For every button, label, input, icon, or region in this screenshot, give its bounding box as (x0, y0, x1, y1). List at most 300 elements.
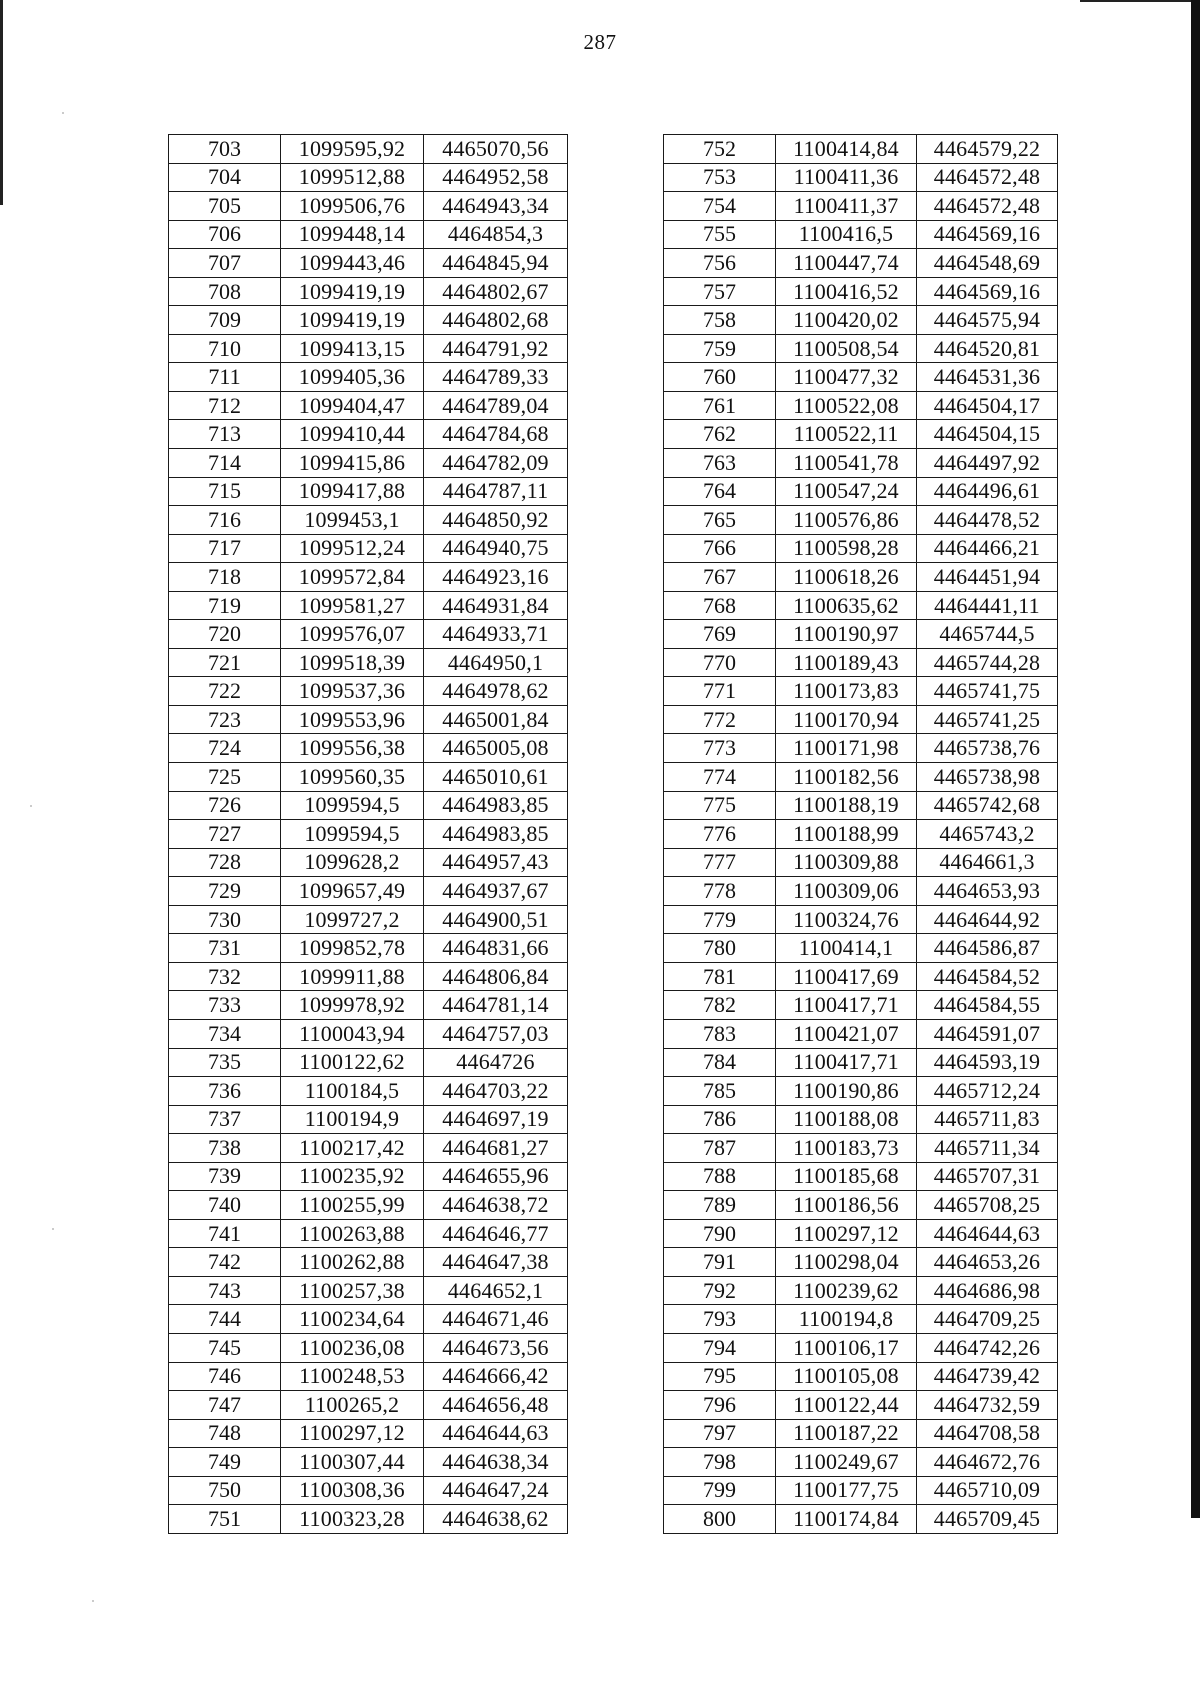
y-coordinate-cell: 4464478,52 (917, 506, 1058, 535)
table-row (169, 705, 568, 734)
scan-speck (30, 805, 32, 807)
x-coordinate-cell: 1100541,78 (776, 449, 917, 478)
y-coordinate-cell: 4464686,98 (917, 1276, 1058, 1305)
point-number-cell: 779 (664, 905, 776, 934)
x-coordinate-cell: 1100417,71 (776, 1048, 917, 1077)
y-coordinate-cell: 4464441,11 (917, 591, 1058, 620)
table-row (664, 1391, 1058, 1420)
y-coordinate-cell: 4465741,25 (917, 705, 1058, 734)
y-coordinate-cell: 4464943,34 (424, 192, 568, 221)
table-row (169, 763, 568, 792)
table-row (169, 363, 568, 392)
y-coordinate-cell: 4464789,04 (424, 391, 568, 420)
table-row (664, 705, 1058, 734)
point-number-cell: 776 (664, 820, 776, 849)
point-number-cell: 756 (664, 249, 776, 278)
table-row (664, 220, 1058, 249)
y-coordinate-cell: 4464784,68 (424, 420, 568, 449)
x-coordinate-cell: 1100235,92 (281, 1162, 424, 1191)
table-row (664, 1077, 1058, 1106)
point-number-cell: 731 (169, 934, 281, 963)
point-number-cell: 725 (169, 763, 281, 792)
point-number-cell: 709 (169, 306, 281, 335)
y-coordinate-cell: 4465001,84 (424, 705, 568, 734)
y-coordinate-cell: 4464655,96 (424, 1162, 568, 1191)
x-coordinate-cell: 1100177,75 (776, 1476, 917, 1505)
x-coordinate-cell: 1100043,94 (281, 1019, 424, 1048)
y-coordinate-cell: 4464681,27 (424, 1134, 568, 1163)
y-coordinate-cell: 4464638,34 (424, 1448, 568, 1477)
x-coordinate-cell: 1100417,69 (776, 962, 917, 991)
x-coordinate-cell: 1100421,07 (776, 1019, 917, 1048)
point-number-cell: 786 (664, 1105, 776, 1134)
x-coordinate-cell: 1099657,49 (281, 877, 424, 906)
x-coordinate-cell: 1100239,62 (776, 1276, 917, 1305)
point-number-cell: 728 (169, 848, 281, 877)
x-coordinate-cell: 1100106,17 (776, 1333, 917, 1362)
x-coordinate-cell: 1100297,12 (281, 1419, 424, 1448)
y-coordinate-cell: 4464937,67 (424, 877, 568, 906)
x-coordinate-cell: 1100248,53 (281, 1362, 424, 1391)
y-coordinate-cell: 4464572,48 (917, 163, 1058, 192)
point-number-cell: 768 (664, 591, 776, 620)
point-number-cell: 787 (664, 1134, 776, 1163)
table-row (169, 962, 568, 991)
y-coordinate-cell: 4464708,58 (917, 1419, 1058, 1448)
table-row (664, 934, 1058, 963)
point-number-cell: 735 (169, 1048, 281, 1077)
x-coordinate-cell: 1100190,97 (776, 620, 917, 649)
x-coordinate-cell: 1099512,88 (281, 163, 424, 192)
table-row (169, 1362, 568, 1391)
x-coordinate-cell: 1100265,2 (281, 1391, 424, 1420)
y-coordinate-cell: 4465742,68 (917, 791, 1058, 820)
y-coordinate-cell: 4464653,93 (917, 877, 1058, 906)
point-number-cell: 732 (169, 962, 281, 991)
point-number-cell: 723 (169, 705, 281, 734)
x-coordinate-cell: 1100298,04 (776, 1248, 917, 1277)
table-row (169, 449, 568, 478)
table-row (169, 1105, 568, 1134)
table-row (664, 791, 1058, 820)
y-coordinate-cell: 4465741,75 (917, 677, 1058, 706)
y-coordinate-cell: 4464638,72 (424, 1191, 568, 1220)
x-coordinate-cell: 1100309,88 (776, 848, 917, 877)
table-row (169, 249, 568, 278)
point-number-cell: 748 (169, 1419, 281, 1448)
point-number-cell: 727 (169, 820, 281, 849)
table-row (664, 1019, 1058, 1048)
y-coordinate-cell: 4464466,21 (917, 534, 1058, 563)
y-coordinate-cell: 4464957,43 (424, 848, 568, 877)
y-coordinate-cell: 4464950,1 (424, 648, 568, 677)
point-number-cell: 721 (169, 648, 281, 677)
page-number: 287 (583, 30, 617, 54)
x-coordinate-cell: 1099419,19 (281, 306, 424, 335)
y-coordinate-cell: 4464789,33 (424, 363, 568, 392)
point-number-cell: 750 (169, 1476, 281, 1505)
y-coordinate-cell: 4464757,03 (424, 1019, 568, 1048)
table-row (664, 1333, 1058, 1362)
y-coordinate-cell: 4464739,42 (917, 1362, 1058, 1391)
y-coordinate-cell: 4464644,63 (424, 1419, 568, 1448)
x-coordinate-cell: 1100194,9 (281, 1105, 424, 1134)
point-number-cell: 746 (169, 1362, 281, 1391)
table-row (169, 1333, 568, 1362)
table-row (169, 1048, 568, 1077)
point-number-cell: 733 (169, 991, 281, 1020)
x-coordinate-cell: 1099453,1 (281, 506, 424, 535)
table-row (169, 1248, 568, 1277)
y-coordinate-cell: 4464845,94 (424, 249, 568, 278)
point-number-cell: 740 (169, 1191, 281, 1220)
table-row (664, 506, 1058, 535)
table-row (169, 1162, 568, 1191)
point-number-cell: 757 (664, 277, 776, 306)
table-row (169, 1419, 568, 1448)
table-row (664, 534, 1058, 563)
table-row (664, 1162, 1058, 1191)
x-coordinate-cell: 1099506,76 (281, 192, 424, 221)
point-number-cell: 738 (169, 1134, 281, 1163)
y-coordinate-cell: 4464496,61 (917, 477, 1058, 506)
table-row (664, 734, 1058, 763)
table-row (664, 449, 1058, 478)
x-coordinate-cell: 1100508,54 (776, 334, 917, 363)
y-coordinate-cell: 4464933,71 (424, 620, 568, 649)
point-number-cell: 781 (664, 962, 776, 991)
table-row (664, 591, 1058, 620)
point-number-cell: 792 (664, 1276, 776, 1305)
table-row (169, 848, 568, 877)
y-coordinate-cell: 4464593,19 (917, 1048, 1058, 1077)
point-number-cell: 763 (664, 449, 776, 478)
table-row (169, 620, 568, 649)
y-coordinate-cell: 4465743,2 (917, 820, 1058, 849)
table-row (169, 877, 568, 906)
x-coordinate-cell: 1100188,19 (776, 791, 917, 820)
x-coordinate-cell: 1099560,35 (281, 763, 424, 792)
table-row (664, 677, 1058, 706)
point-number-cell: 720 (169, 620, 281, 649)
point-number-cell: 770 (664, 648, 776, 677)
x-coordinate-cell: 1100173,83 (776, 677, 917, 706)
point-number-cell: 705 (169, 192, 281, 221)
point-number-cell: 762 (664, 420, 776, 449)
table-row (169, 477, 568, 506)
y-coordinate-cell: 4464497,92 (917, 449, 1058, 478)
y-coordinate-cell: 4464854,3 (424, 220, 568, 249)
x-coordinate-cell: 1100598,28 (776, 534, 917, 563)
y-coordinate-cell: 4464531,36 (917, 363, 1058, 392)
y-coordinate-cell: 4465709,45 (917, 1505, 1058, 1534)
y-coordinate-cell: 4464504,15 (917, 420, 1058, 449)
x-coordinate-cell: 1100323,28 (281, 1505, 424, 1534)
x-coordinate-cell: 1100324,76 (776, 905, 917, 934)
x-coordinate-cell: 1100234,64 (281, 1305, 424, 1334)
point-number-cell: 703 (169, 135, 281, 164)
x-coordinate-cell: 1100414,84 (776, 135, 917, 164)
table-row (169, 563, 568, 592)
x-coordinate-cell: 1100105,08 (776, 1362, 917, 1391)
table-row (664, 763, 1058, 792)
point-number-cell: 765 (664, 506, 776, 535)
table-row (169, 1391, 568, 1420)
y-coordinate-cell: 4464781,14 (424, 991, 568, 1020)
x-coordinate-cell: 1100122,44 (776, 1391, 917, 1420)
point-number-cell: 715 (169, 477, 281, 506)
point-number-cell: 766 (664, 534, 776, 563)
y-coordinate-cell: 4464666,42 (424, 1362, 568, 1391)
point-number-cell: 789 (664, 1191, 776, 1220)
x-coordinate-cell: 1099595,92 (281, 135, 424, 164)
y-coordinate-cell: 4464791,92 (424, 334, 568, 363)
y-coordinate-cell: 4465711,34 (917, 1134, 1058, 1163)
point-number-cell: 742 (169, 1248, 281, 1277)
x-coordinate-cell: 1100420,02 (776, 306, 917, 335)
table-row (664, 277, 1058, 306)
x-coordinate-cell: 1100618,26 (776, 563, 917, 592)
table-row (169, 1476, 568, 1505)
x-coordinate-cell: 1100183,73 (776, 1134, 917, 1163)
x-coordinate-cell: 1100411,37 (776, 192, 917, 221)
y-coordinate-cell: 4465711,83 (917, 1105, 1058, 1134)
table-row (664, 1219, 1058, 1248)
y-coordinate-cell: 4464672,76 (917, 1448, 1058, 1477)
table-row (664, 334, 1058, 363)
y-coordinate-cell: 4464978,62 (424, 677, 568, 706)
point-number-cell: 722 (169, 677, 281, 706)
point-number-cell: 794 (664, 1333, 776, 1362)
x-coordinate-cell: 1099512,24 (281, 534, 424, 563)
y-coordinate-cell: 4464638,62 (424, 1505, 568, 1534)
table-row (169, 220, 568, 249)
point-number-cell: 793 (664, 1305, 776, 1334)
x-coordinate-cell: 1100262,88 (281, 1248, 424, 1277)
table-row (169, 1219, 568, 1248)
table-row (664, 848, 1058, 877)
table-row (169, 420, 568, 449)
x-coordinate-cell: 1100308,36 (281, 1476, 424, 1505)
table-row (664, 306, 1058, 335)
y-coordinate-cell: 4464802,67 (424, 277, 568, 306)
point-number-cell: 761 (664, 391, 776, 420)
table-row (664, 363, 1058, 392)
table-row (169, 820, 568, 849)
table-row (169, 1191, 568, 1220)
table-row (664, 820, 1058, 849)
table-row (664, 192, 1058, 221)
y-coordinate-cell: 4465005,08 (424, 734, 568, 763)
table-row (664, 563, 1058, 592)
y-coordinate-cell: 4464673,56 (424, 1333, 568, 1362)
table-row (664, 135, 1058, 164)
table-row (664, 962, 1058, 991)
point-number-cell: 752 (664, 135, 776, 164)
y-coordinate-cell: 4464900,51 (424, 905, 568, 934)
point-number-cell: 800 (664, 1505, 776, 1534)
y-coordinate-cell: 4464656,48 (424, 1391, 568, 1420)
x-coordinate-cell: 1099518,39 (281, 648, 424, 677)
y-coordinate-cell: 4465738,98 (917, 763, 1058, 792)
point-number-cell: 796 (664, 1391, 776, 1420)
y-coordinate-cell: 4464646,77 (424, 1219, 568, 1248)
x-coordinate-cell: 1100194,8 (776, 1305, 917, 1334)
x-coordinate-cell: 1099978,92 (281, 991, 424, 1020)
point-number-cell: 729 (169, 877, 281, 906)
point-number-cell: 718 (169, 563, 281, 592)
y-coordinate-cell: 4464569,16 (917, 277, 1058, 306)
y-coordinate-cell: 4464647,38 (424, 1248, 568, 1277)
point-number-cell: 783 (664, 1019, 776, 1048)
coordinates-table-right (663, 134, 1058, 1534)
x-coordinate-cell: 1099628,2 (281, 848, 424, 877)
y-coordinate-cell: 4464584,52 (917, 962, 1058, 991)
point-number-cell: 739 (169, 1162, 281, 1191)
point-number-cell: 716 (169, 506, 281, 535)
x-coordinate-cell: 1100255,99 (281, 1191, 424, 1220)
table-row (169, 1305, 568, 1334)
x-coordinate-cell: 1100414,1 (776, 934, 917, 963)
y-coordinate-cell: 4464983,85 (424, 791, 568, 820)
table-row (664, 991, 1058, 1020)
x-coordinate-cell: 1099852,78 (281, 934, 424, 963)
y-coordinate-cell: 4464653,26 (917, 1248, 1058, 1277)
table-row (169, 391, 568, 420)
y-coordinate-cell: 4464586,87 (917, 934, 1058, 963)
x-coordinate-cell: 1099413,15 (281, 334, 424, 363)
table-row (664, 1448, 1058, 1477)
x-coordinate-cell: 1100547,24 (776, 477, 917, 506)
point-number-cell: 743 (169, 1276, 281, 1305)
table-row (169, 648, 568, 677)
table-row (664, 163, 1058, 192)
x-coordinate-cell: 1100189,43 (776, 648, 917, 677)
x-coordinate-cell: 1099581,27 (281, 591, 424, 620)
table-row (169, 591, 568, 620)
x-coordinate-cell: 1100257,38 (281, 1276, 424, 1305)
table-row (169, 1134, 568, 1163)
point-number-cell: 777 (664, 848, 776, 877)
x-coordinate-cell: 1100447,74 (776, 249, 917, 278)
point-number-cell: 769 (664, 620, 776, 649)
point-number-cell: 707 (169, 249, 281, 278)
x-coordinate-cell: 1100416,52 (776, 277, 917, 306)
table-row (169, 1077, 568, 1106)
table-row (664, 1105, 1058, 1134)
table-row (664, 1419, 1058, 1448)
x-coordinate-cell: 1100416,5 (776, 220, 917, 249)
table-row (169, 506, 568, 535)
x-coordinate-cell: 1099911,88 (281, 962, 424, 991)
table-row (664, 1305, 1058, 1334)
table-row (169, 277, 568, 306)
y-coordinate-cell: 4464671,46 (424, 1305, 568, 1334)
point-number-cell: 730 (169, 905, 281, 934)
x-coordinate-cell: 1099537,36 (281, 677, 424, 706)
table-row (664, 391, 1058, 420)
y-coordinate-cell: 4464584,55 (917, 991, 1058, 1020)
x-coordinate-cell: 1100236,08 (281, 1333, 424, 1362)
table-row (664, 1476, 1058, 1505)
x-coordinate-cell: 1100217,42 (281, 1134, 424, 1163)
x-coordinate-cell: 1100174,84 (776, 1505, 917, 1534)
point-number-cell: 751 (169, 1505, 281, 1534)
table-row (169, 734, 568, 763)
point-number-cell: 745 (169, 1333, 281, 1362)
table-row (664, 905, 1058, 934)
table-row (169, 1019, 568, 1048)
y-coordinate-cell: 4464742,26 (917, 1333, 1058, 1362)
y-coordinate-cell: 4464940,75 (424, 534, 568, 563)
point-number-cell: 784 (664, 1048, 776, 1077)
y-coordinate-cell: 4464451,94 (917, 563, 1058, 592)
point-number-cell: 753 (664, 163, 776, 192)
x-coordinate-cell: 1099727,2 (281, 905, 424, 934)
x-coordinate-cell: 1100477,32 (776, 363, 917, 392)
point-number-cell: 780 (664, 934, 776, 963)
y-coordinate-cell: 4465738,76 (917, 734, 1058, 763)
point-number-cell: 775 (664, 791, 776, 820)
point-number-cell: 758 (664, 306, 776, 335)
point-number-cell: 771 (664, 677, 776, 706)
x-coordinate-cell: 1100417,71 (776, 991, 917, 1020)
table-row (664, 648, 1058, 677)
x-coordinate-cell: 1099576,07 (281, 620, 424, 649)
table-row (169, 192, 568, 221)
table-row (169, 306, 568, 335)
y-coordinate-cell: 4464782,09 (424, 449, 568, 478)
x-coordinate-cell: 1099419,19 (281, 277, 424, 306)
table-row (664, 877, 1058, 906)
table-row (169, 1505, 568, 1534)
point-number-cell: 744 (169, 1305, 281, 1334)
table-row (664, 620, 1058, 649)
x-coordinate-cell: 1100190,86 (776, 1077, 917, 1106)
scan-speck (52, 1228, 54, 1230)
point-number-cell: 782 (664, 991, 776, 1020)
x-coordinate-cell: 1100522,08 (776, 391, 917, 420)
point-number-cell: 795 (664, 1362, 776, 1391)
table-row (664, 1048, 1058, 1077)
y-coordinate-cell: 4464504,17 (917, 391, 1058, 420)
y-coordinate-cell: 4464647,24 (424, 1476, 568, 1505)
table-row (664, 1134, 1058, 1163)
y-coordinate-cell: 4465744,28 (917, 648, 1058, 677)
y-coordinate-cell: 4464931,84 (424, 591, 568, 620)
point-number-cell: 788 (664, 1162, 776, 1191)
scan-speck (62, 112, 64, 114)
y-coordinate-cell: 4464726 (424, 1048, 568, 1077)
point-number-cell: 724 (169, 734, 281, 763)
y-coordinate-cell: 4465712,24 (917, 1077, 1058, 1106)
point-number-cell: 712 (169, 391, 281, 420)
x-coordinate-cell: 1099594,5 (281, 820, 424, 849)
point-number-cell: 717 (169, 534, 281, 563)
table-row (664, 1505, 1058, 1534)
point-number-cell: 755 (664, 220, 776, 249)
x-coordinate-cell: 1099556,38 (281, 734, 424, 763)
y-coordinate-cell: 4464591,07 (917, 1019, 1058, 1048)
y-coordinate-cell: 4464983,85 (424, 820, 568, 849)
point-number-cell: 741 (169, 1219, 281, 1248)
table-row (664, 477, 1058, 506)
x-coordinate-cell: 1100188,08 (776, 1105, 917, 1134)
x-coordinate-cell: 1099410,44 (281, 420, 424, 449)
x-coordinate-cell: 1100185,68 (776, 1162, 917, 1191)
point-number-cell: 737 (169, 1105, 281, 1134)
table-row (169, 1276, 568, 1305)
